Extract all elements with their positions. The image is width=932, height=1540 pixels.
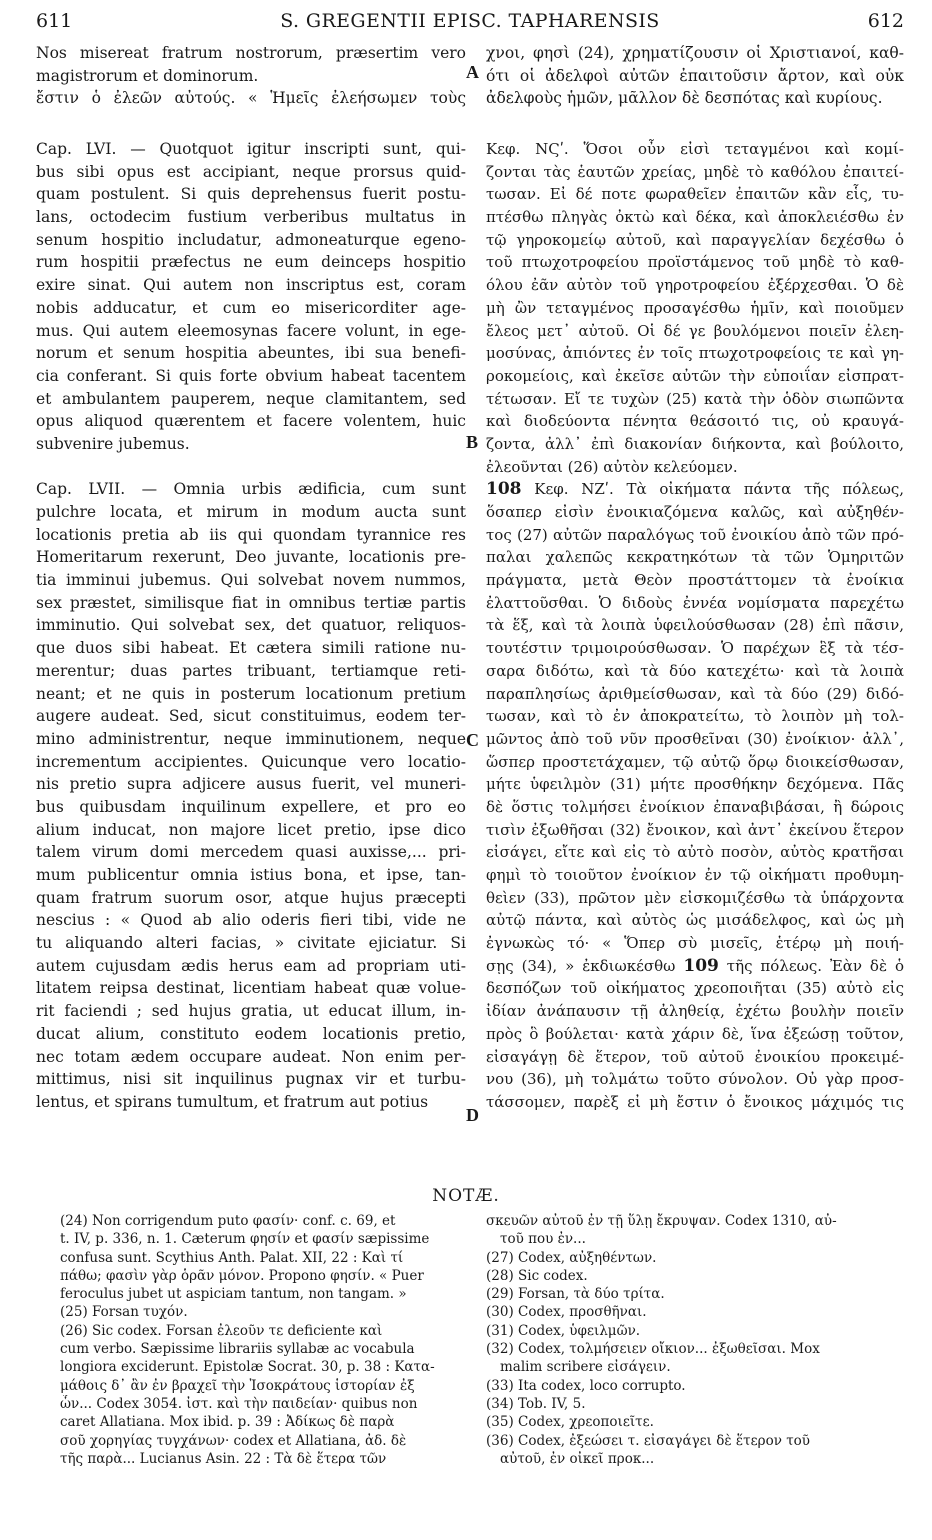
text-line: mino administrentur, neque imminutionem, neque [36,729,466,748]
text-line: opus aliquod quærentem et facere volentem, huic [36,412,466,431]
text-line: cia conferant. Si quis forte obvium habeat tacentem [36,366,466,385]
text-line: pulchre locata, et mirum in modum aucta sunt [36,503,466,521]
running-title: S. GREGENTII EPISC. TAPHARENSIS [280,10,660,32]
text-line: ὅσαπερ εἰσὶν ἐνοικιαζόμενα καλῶς, καὶ αὐξηθέν- [486,503,904,521]
text-line: (25) Forsan τυχόν. [60,1304,188,1321]
text-line: litatem reipsa destinat, licentiam habeat quæ volue- [36,979,466,998]
text-line: imminutio. Qui solvebat sex, det quatuor, reliquos- [36,616,466,635]
text-line: quam fratrum suorum osor, atque hujus præcepti [36,888,466,907]
text-line: μοσύνας, ἀπιόντες ἐν τοῖς πτωχοτροφείοις τε καὶ γη- [486,344,904,363]
notes-heading: NOTÆ. [432,1186,500,1206]
text-line: bus quibusdam inquilinum expellere, et pro eo [36,797,466,816]
text-line: πτέσθω πληγὰς ὀκτὼ καὶ δέκα, καὶ ἀποκλειέσθω ἐν [486,208,904,227]
text-line: (32) Codex, τολμήσειεν οἴκιον... ἐξωθεῖσαι. Mox [486,1341,820,1358]
latin-column [36,138,466,1114]
text-line: ὥσπερ προστετάχαμεν, τῷ αὐτῷ ὅρῳ διοικείσθωσαν, [486,752,904,771]
text-line: φημὶ τὸ τοιοῦτον ἐνοίκιον ἐν τῷ οἰκήματι προθυμη- [486,866,904,884]
text-line: (24) Non corrigendum puto φασίν· conf. c. 69, et [60,1213,396,1229]
text-line: όλου ἐᾶν αὐτὸν τοῦ γηροτροφείου ἐξέρχεσθαι. Ὁ δὲ [486,276,904,295]
margin-marker-d: D [466,1105,479,1125]
text-line: subvenire jubemus. [36,434,190,453]
text-line: ζοντα, ἀλλ᾽ ἐπὶ διακονίαν διήκοντα, καὶ βούλοιτο, [486,434,904,453]
text-line: μήτε ὑφειλμὸν (31) μήτε προσθήκην δεχόμενα. Πᾶς [486,775,904,794]
page-number-left: 611 [36,10,73,32]
text-line: malim scribere εἰσάγειν. [500,1359,671,1376]
text-line: et ambulantem pauperem, neque clamitantem, sed [36,389,466,408]
text-line: θεὶεν (33), πρῶτον μὲν εἰσκομιζέσθω τὰ ὑπάρχοντα [486,888,904,907]
text-line: δὲ ὅστις τολμήσει ἐνοίκιον ἐπαναβιβάσαι, ἢ δώροις [486,797,904,816]
text-line: (30) Codex, προσθῆναι. [486,1304,647,1321]
text-line: τωσαν, καὶ τὸ ἐν ἀποκρατείτω, τὸ λοιπὸν μὴ τολ- [486,707,904,726]
latin-top-continuation [36,42,466,110]
text-line: norum et senum hospitia abeuntes, ibi sua benefi- [36,344,466,363]
text-line: σκευῶν αὐτοῦ ἐν τῇ ὕλῃ ἔκρυψαν. Codex 1310, αὐ- [486,1213,837,1229]
text-line: καὶ διοδεύοντα πένητα θεάσοιτό τις, οὐ κραυγά- [486,412,904,431]
text-line: neant; et ne quis in posterum locationum pretium [36,684,466,703]
text-line: ἐλαττοῦσθαι. Ὁ διδοὺς ἐννέα νομίσματα παρεχέτω [486,593,904,612]
text-line: παλαι χαλεπῶς κεκρατηκότων τὰ τῶν Ὁμηριτῶν [486,548,904,567]
text-line: ἐγνωκὼς τό· « Ὅπερ σὺ μισεῖς, ἑτέρῳ μὴ ποιή- [486,934,904,953]
text-line: (36) Codex, ἐξεώσει τ. εἰσαγάγει δὲ ἕτερον τοῦ [486,1432,810,1449]
text-line: χνοι, φησὶ (24), χρηματίζουσιν οἱ Χριστιανοί, καθ- [486,44,904,62]
margin-marker-b: B [466,432,479,452]
text-line: sex præstet, similisque fiat in omnibus tertiæ partis [36,593,466,612]
text-line: cum verbo. Sæpissime librariis syllabæ ac vocabula [60,1341,415,1358]
text-line: longiora exciderunt. Epistolæ Socrat. 30, p. 38 : Κατα- [60,1359,435,1376]
notes-right-column [486,1212,904,1468]
text-line: τοῦ πτωχοτροφείου προϊστάμενος τοῦ μηδὲ τὸ καθ- [486,253,904,272]
text-line: αὐτῷ πάντα, καὶ αὐτὸς ὡς μισάδελφος, καὶ ὡς μὴ [486,911,904,930]
text-line: Homeritarum rexerunt, Deo juvante, locationis pre- [36,548,466,567]
running-header [36,10,904,40]
text-line: ἀδελφοὺς ἡμῶν, μᾶλλον δὲ δεσπότας καὶ κυρίους. [486,89,883,108]
text-line: mittimus, nisi sit inquilinus pugnax vir et turbu- [36,1070,466,1089]
text-line: (33) Ita codex, loco corrupto. [486,1377,686,1394]
text-line: ducat alium, constituto eodem locationis pretio, [36,1024,466,1043]
text-line: μὴ ὢν τεταγμένος προσαγέσθω ἡμῖν, καὶ ποιοῦμεν [486,298,904,317]
text-line: t. IV, p. 336, n. 1. Cæterum φησίν et φασίν sæpissime [60,1231,430,1248]
text-line: Nos misereat fratrum nostrorum, præsertim vero [36,44,466,62]
text-line: εἰσάγει, εἴτε καὶ εἰς τὸ αὐτὸ ποσὸν, αὐτὸς κρατῆσαι [486,843,904,862]
text-line: 108 Κεφ. ΝΖʹ. Τὰ οἰκήματα πάντα τῆς πόλεως, [486,479,904,500]
text-line: πράγματα, μετὰ Θεὸν προστάττομεν τὰ ἐνοίκια [486,571,904,590]
text-line: augere audeat. Sed, sicut constituimus, eodem ter- [36,707,466,726]
text-line: incrementum accipientes. Quicunque vero locatio- [36,752,466,771]
text-line: merentur; duas partes tribuant, tertiamque reti- [36,661,466,680]
text-line: (26) Sic codex. Forsan ἐλεοῦν τε deficiente καὶ [60,1322,383,1339]
text-line: αὐτοῦ, ἐν οἰκεῖ προκ... [500,1450,655,1467]
text-line: (35) Codex, χρεοποιεῖτε. [486,1414,654,1431]
text-line: nis pretio supra adjicere ausus fuerit, vel muneri- [36,775,466,794]
text-line: mus. Qui autem eleemosynas facere volunt, in ege- [36,321,466,340]
text-line: locationis pretia ab iis qui quondam tyrannice res [36,525,466,544]
text-line: ἔλεος μετ᾽ αὐτοῦ. Οἱ δέ γε βουλόμενοι ποιεῖν ἐλεη- [486,321,904,340]
text-line: Cap. LVI. — Quotquot igitur inscripti sunt, qui- [36,140,466,158]
text-line: rit faciendi ; sed hujus gratia, ut educat illum, in- [36,1002,466,1021]
text-line: πάθω; φασὶν γὰρ ὁρᾶν μόνον. Propono φησίν. « Puer [60,1267,424,1284]
margin-marker-a: A [466,62,479,82]
text-line: ἰδίαν ἀνάπαυσιν τῇ ἀληθείᾳ, ἐχέτω βουλὴν ποιεῖν [486,1002,904,1021]
text-line: bus sibi opus est accipiant, neque prorsus quid- [36,162,466,181]
section-marker: 108 [486,479,522,500]
text-line: ἐλεοῦνται (26) αὐτὸν κελεύομεν. [486,457,738,476]
text-line: (34) Tob. IV, 5. [486,1395,586,1412]
greek-top-continuation [486,42,904,110]
page-number-right: 612 [867,10,904,32]
text-line: nobis adducatur, et cum eo misericorditer age- [36,298,466,317]
text-line: autem cujusdam ædis herus eam ad propriam uti- [36,956,466,975]
text-line: alium inducat, non majore licet pretio, ipse dico [36,820,466,839]
text-line: magistrorum et dominorum. [36,66,259,85]
text-line: ότι οἱ ἀδελφοὶ αὐτῶν ἐπαιτοῦσιν ἄρτον, καὶ οὐκ [486,66,904,85]
text-line: τῆς παρὰ... Lucianus Asin. 22 : Τὰ δὲ ἕτερα τῶν [60,1450,387,1467]
text-line: τῷ γηροκομείῳ αὐτοῦ, καὶ παραγγελίαν δεχέσθω ὁ [486,230,904,249]
text-line: nec totam ædem occupare audeat. Non enim per- [36,1047,466,1066]
text-line: παραπλησίως ἀριθμείσθωσαν, καὶ τὰ δύο (29) διδό- [486,684,904,703]
text-line: lentus, et spirans tumultum, et fratrum aut potius [36,1092,429,1111]
text-line: ἔστιν ὁ ἐλεῶν αὐτούς. « Ἡμεῖς ἐλεήσωμεν τοὺς [36,89,466,108]
section-marker: 109 [683,955,719,976]
text-line: τος (27) αὐτῶν παραλόγως τοῦ ἐνοικίου ἀπὸ τῶν πρό- [486,525,904,544]
text-line: τάσσομεν, παρὲξ εἰ μὴ ἔστιν ὁ ἔνοικος μάχιμός τις [486,1092,904,1111]
margin-marker-c: C [466,730,479,750]
text-line: εἰσαγάγῃ δὲ ἕτερον, τοῦ αὐτοῦ ἐνοικίου προκειμέ- [486,1047,904,1066]
text-line: ζονται τὰς ἑαυτῶν χρείας, μηδὲ τὸ καθόλου ἐπαιτεί- [486,162,904,181]
text-line: πρὸς ὃ βούλεται· κατὰ χάριν δὲ, ἵνα ἐξεώσῃ τοῦτον, [486,1024,904,1043]
text-line: δεσπόζων τοῦ οἰκήματος χρεοποιῆται (35) αὐτὸ εἰς [486,979,904,998]
text-line: τισὶν ἐξωθῆσαι (32) ἔνοικον, καὶ ἀντ᾽ ἐκείνου ἕτερον [486,820,904,839]
text-line: νου (36), μὴ τολμάτω τοῦτο σύνολον. Οὐ γὰρ προσ- [486,1070,904,1089]
notes-left-column [60,1212,470,1468]
text-line: mum publicentur omnia istius bona, et ipse, tan- [36,866,466,884]
text-line: τωσαν. Εἰ δέ ποτε φωραθεῖεν ἐπαιτῶν κἂν εἷς, τυ- [486,185,904,204]
text-line: σαρα διδότω, καὶ τὰ δύο κατεχέτω· καὶ τὰ λοιπὰ [486,661,904,680]
text-line: caret Allatiana. Mox ibid. p. 39 : Ἀδίκως δὲ παρὰ [60,1414,395,1431]
greek-column [486,138,904,1114]
text-line: (28) Sic codex. [486,1267,588,1284]
text-line: confusa sunt. Scythius Anth. Palat. XII, 22 : Καὶ τί [60,1249,404,1266]
text-line: tia imminui jubemus. Qui solvebat novem nummos, [36,571,466,590]
text-line: μῶντος ἀπὸ τοῦ νῦν προσθεῖναι (30) ἐνοίκιον· ἀλλ᾽, [486,729,904,748]
text-line: nescius : « Quod ab alio oderis fieri tibi, vide ne [36,911,466,930]
text-line: τουτέστιν τριμοιρούσθωσαν. Ὁ παρέχων ἓξ τὰ τέσ- [486,639,904,658]
text-line: σῃς (34), » ἐκδιωκέσθω 109 τῆς πόλεως. Ἐὰν δὲ ὁ [486,955,904,976]
text-line: (29) Forsan, τὰ δύο τρίτα. [486,1286,665,1303]
blank-line [36,456,466,479]
text-line: Κεφ. ΝϚʹ. Ὅσοι οὖν εἰσὶ τεταγμένοι καὶ κομί- [486,140,904,158]
text-line: ferοculus jubet ut aspiciam tantum, non tangam. » [60,1286,407,1303]
text-line: senum hospitio includatur, admoneaturque egeno- [36,230,466,249]
text-line: τοῦ που ἐν... [500,1231,586,1248]
text-line: μάθοις δ᾽ ἂν ἐν βραχεῖ τὴν Ἰσοκράτους ἱστορίαν ἐξ [60,1377,415,1394]
text-line: tu aliquando alteri facias, » civitate ejiciatur. Si [36,934,466,953]
text-line: Cap. LVII. — Omnia urbis ædificia, cum sunt [36,480,466,499]
text-line: lans, octodecim fustium verberibus multatus in [36,208,466,227]
text-line: τέτωσαν. Εἴ τε τυχὼν (25) κατὰ τὴν ὁδὸν σιωπῶντα [486,389,904,408]
text-line: ροκομείοις, καὶ ἐκεῖσε αὐτῶν τὴν εὐποιΐαν εἰσπρατ- [486,366,904,385]
text-line: talem virum domi mercedem quasi auxisse,... pri- [36,843,466,862]
text-line: quam postulent. Si quis deprehensus fuerit postu- [36,185,466,204]
text-line: exire sinat. Qui autem non inscriptus est, coram [36,276,466,295]
text-line: que duos sibi habeat. Et cætera simili ratione nu- [36,639,466,658]
text-line: ὧν... Codex 3054. ἰστ. καὶ τὴν παιδείαν· quibus non [60,1395,418,1412]
text-line: σοῦ χορηγίας τυγχάνων· codex et Allatiana, ἀδ. δὲ [60,1432,407,1449]
text-line: (27) Codex, αὐξηθέντων. [486,1249,657,1266]
text-line: rum hospitii præfectus ne eum deinceps hospitio [36,253,466,272]
text-line: (31) Codex, ὑφειλμῶν. [486,1322,641,1339]
text-line: τὰ ἕξ, καὶ τὰ λοιπὰ ὑφειλούσθωσαν (28) ἐπὶ πᾶσιν, [486,616,904,635]
